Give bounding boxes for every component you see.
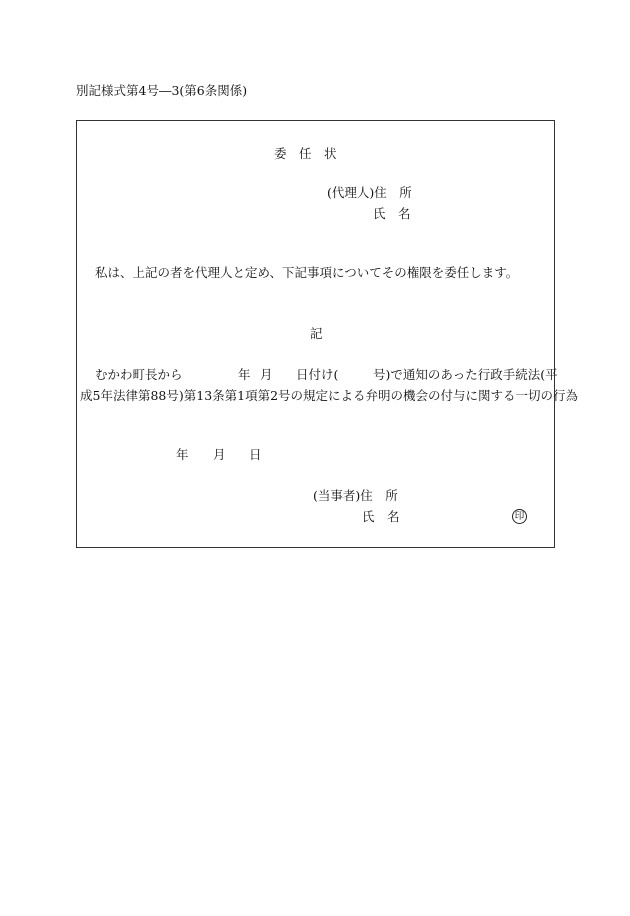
notice-month: 月 (260, 367, 273, 382)
form-number: 別記様式第4号―3(第6条関係) (76, 83, 248, 98)
date-month: 月 (213, 447, 226, 462)
delegation-statement: 私は、上記の者を代理人と定め、下記事項についてその権限を委任します。 (95, 265, 519, 280)
date-year: 年 (176, 447, 189, 462)
party-address-label: (当事者)住 所 (313, 488, 398, 503)
notice-day-dated: 日付け( (296, 367, 339, 382)
form-title: 委 任 状 (274, 146, 337, 161)
agent-name-label: 氏 名 (373, 206, 411, 221)
notice-number: 号)で通知のあった行政手続法(平 (373, 367, 558, 382)
notice-prefix: むかわ町長から (95, 367, 183, 382)
notice-line-2: 成5年法律第88号)第13条第1項第2号の規定による弁明の機会の付与に関する一切の行為 (80, 388, 579, 403)
ki-heading: 記 (310, 326, 323, 341)
notice-year: 年 (238, 367, 251, 382)
seal-mark: 印 (512, 509, 527, 524)
agent-address-label: (代理人)住 所 (327, 185, 412, 200)
party-name-label: 氏 名 (362, 509, 400, 524)
date-day: 日 (249, 447, 262, 462)
